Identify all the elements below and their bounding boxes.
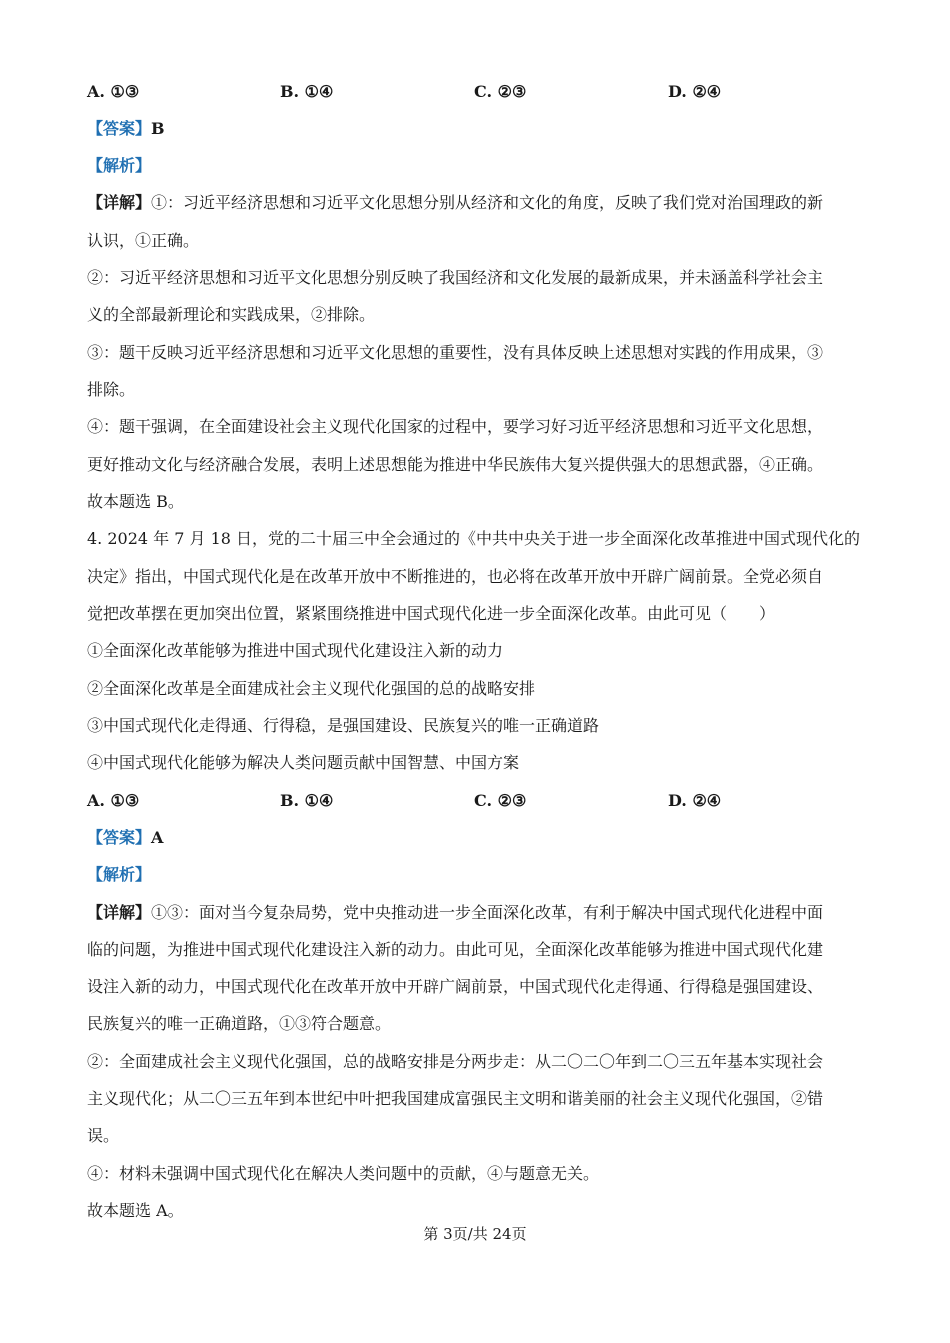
q4-option-d: D. ②④ [668,791,722,810]
answer-tag: 【答案】 [87,828,152,847]
q3-detail-line [87,193,823,213]
q4-stem-line: 4. 2024 年 7 月 18 日，党的二十届三中全会通过的《中共中央关于进一步全面深化改革推进中国式现代化的 [87,529,861,548]
q3-detail-line: ④：题干强调，在全面建设社会主义现代化国家的过程中，要学习好习近平经济思想和习近平文化思想， [87,417,824,436]
q4-conclusion: 故本题选 A。 [87,1201,184,1220]
q4-analysis-heading [87,865,151,885]
q4-item-1: ①全面深化改革能够为推进中国式现代化建设注入新的动力 [87,641,504,660]
answer-tag: 【答案】 [87,119,152,138]
q4-detail-line: ②：全面建成社会主义现代化强国，总的战略安排是分两步走：从二〇二〇年到二〇三五年基本实现社会 [87,1052,824,1071]
q4-stem-line: 决定》指出，中国式现代化是在改革开放中不断推进的，也必将在改革开放中开辟广阔前景。全党必须自 [87,567,824,586]
q4-option-a: A. ①③ [87,791,140,810]
detail-tag: 【详解】 [87,903,152,922]
page-number-footer: 第 3页/共 24页 [423,1225,527,1243]
q4-option-b: B. ①④ [280,791,334,810]
q4-option-c: C. ②③ [474,791,527,810]
q4-detail-line: 主义现代化；从二〇三五年到本世纪中叶把我国建成富强民主文明和谐美丽的社会主义现代化强国，②错 [87,1089,824,1108]
q3-conclusion: 故本题选 B。 [87,492,184,511]
q4-detail-line: 民族复兴的唯一正确道路，①③符合题意。 [87,1014,392,1033]
answer-value: A [151,828,164,847]
q3-answer [87,119,165,139]
answer-value: B [151,119,165,138]
q3-option-a: A. ①③ [87,82,140,101]
detail-tag: 【详解】 [87,193,152,212]
q3-detail-line: 更好推动文化与经济融合发展，表明上述思想能为推进中华民族伟大复兴提供强大的思想武器，④正确。 [87,455,824,474]
q3-detail-line: 认识，①正确。 [87,231,200,250]
q3-detail-line: ②：习近平经济思想和习近平文化思想分别反映了我国经济和文化发展的最新成果，并未涵盖科学社会主 [87,268,824,287]
q3-detail-line: ③：题干反映习近平经济思想和习近平文化思想的重要性，没有具体反映上述思想对实践的作用成果，③ [87,343,824,362]
analysis-tag: 【解析】 [87,865,152,884]
detail-text: ①③：面对当今复杂局势，党中央推动进一步全面深化改革，有利于解决中国式现代化进程中面 [151,903,824,922]
q3-detail-line: 义的全部最新理论和实践成果，②排除。 [87,305,376,324]
q4-answer [87,828,163,848]
q4-item-3: ③中国式现代化走得通、行得稳，是强国建设、民族复兴的唯一正确道路 [87,716,600,735]
q3-analysis-heading [87,156,151,176]
q3-option-b: B. ①④ [280,82,334,101]
analysis-tag: 【解析】 [87,156,152,175]
q4-stem-line: 觉把改革摆在更加突出位置，紧紧围绕推进中国式现代化进一步全面深化改革。由此可见（ ） [87,604,776,623]
q4-detail-line: 临的问题，为推进中国式现代化建设注入新的动力。由此可见，全面深化改革能够为推进中国式现代化建 [87,940,824,959]
q4-detail-line [87,903,823,923]
q3-detail-line: 排除。 [87,380,136,399]
q3-option-d: D. ②④ [668,82,722,101]
q4-detail-line: 误。 [87,1126,120,1145]
q3-option-c: C. ②③ [474,82,527,101]
q4-detail-line: 设注入新的动力，中国式现代化在改革开放中开辟广阔前景，中国式现代化走得通、行得稳是强国建设、 [87,977,824,996]
q4-item-4: ④中国式现代化能够为解决人类问题贡献中国智慧、中国方案 [87,753,520,772]
q4-detail-line: ④：材料未强调中国式现代化在解决人类问题中的贡献，④与题意无关。 [87,1164,600,1183]
q4-item-2: ②全面深化改革是全面建成社会主义现代化强国的总的战略安排 [87,679,536,698]
detail-text: ①：习近平经济思想和习近平文化思想分别从经济和文化的角度，反映了我们党对治国理政的新 [151,193,824,212]
